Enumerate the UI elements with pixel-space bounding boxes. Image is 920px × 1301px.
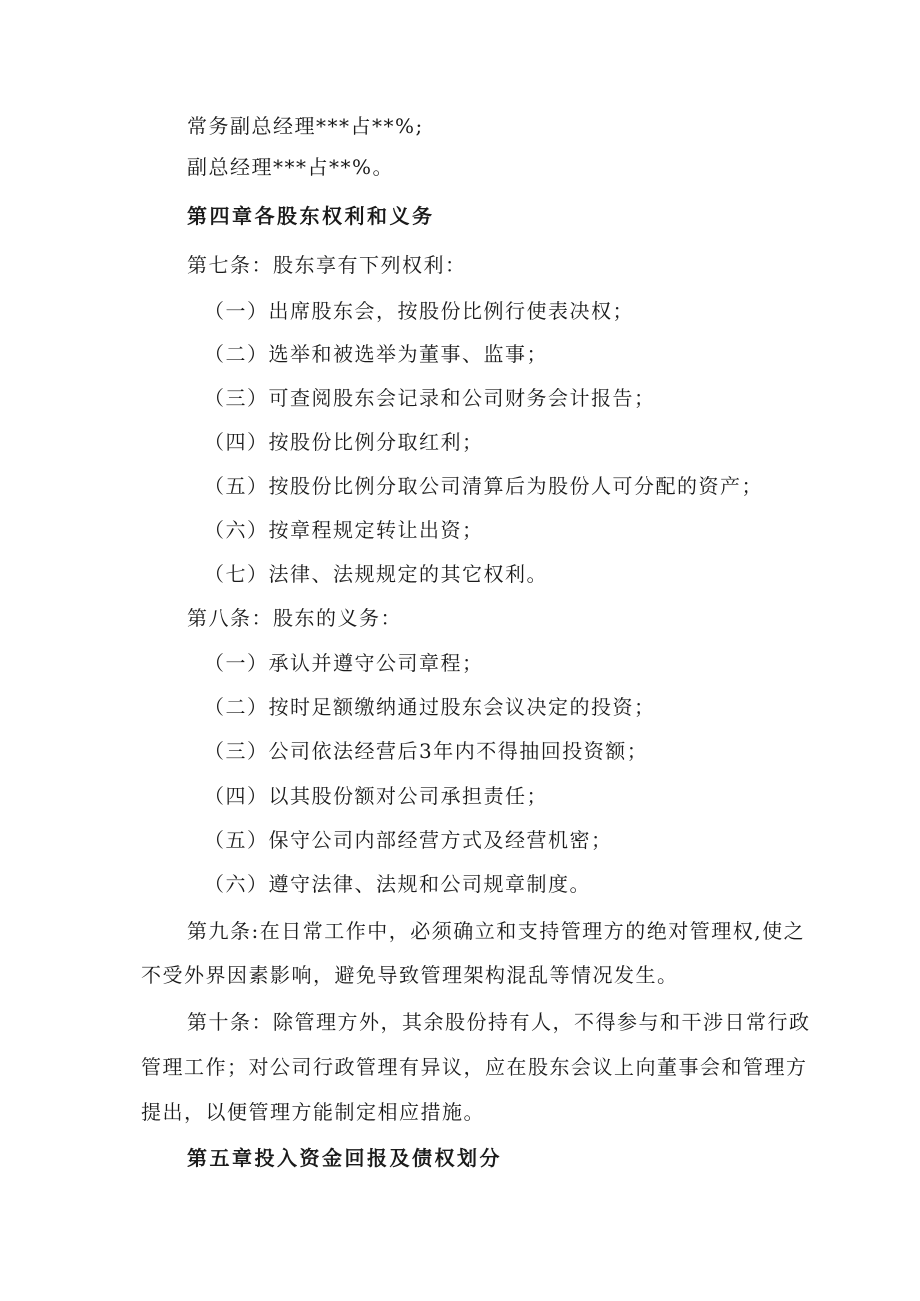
- article-8-item-5: （五）保守公司内部经营方式及经营机密；: [204, 828, 613, 852]
- article-7-item-3: （三）可查阅股东会记录和公司财务会计报告；: [204, 386, 656, 410]
- article-8-item-1: （一）承认并遵守公司章程；: [204, 651, 484, 675]
- article-7-item-1: （一）出席股东会，按股份比例行使表决权；: [204, 299, 634, 323]
- article-10-line-1: 第十条：除管理方外，其余股份持有人，不得参与和干涉日常行政: [187, 1010, 811, 1034]
- article-7-item-2: （二）选举和被选举为董事、监事；: [204, 342, 548, 366]
- article-10-line-3: 提出，以便管理方能制定相应措施。: [141, 1100, 485, 1124]
- article-10-line-2: 管理工作；对公司行政管理有异议，应在股东会议上向董事会和管理方: [141, 1055, 808, 1079]
- article-7-item-5: （五）按股份比例分取公司清算后为股份人可分配的资产；: [204, 474, 763, 498]
- chapter-4-heading: 第四章各股东权利和义务: [187, 204, 435, 228]
- article-8-item-3: （三）公司依法经营后3年内不得抽回投资额；: [204, 739, 649, 763]
- article-9-line-2: 不受外界因素影响，避免导致管理架构混乱等情况发生。: [141, 963, 679, 987]
- article-8-item-4: （四）以其股份额对公司承担责任；: [204, 784, 548, 808]
- article-9-line-1: 第九条:在日常工作中，必须确立和支持管理方的绝对管理权,使之: [187, 919, 806, 943]
- article-7-item-4: （四）按股份比例分取红利；: [204, 430, 484, 454]
- text-line-vp: 副总经理***占**%。: [187, 155, 395, 179]
- article-7-item-7: （七）法律、法规规定的其它权利。: [204, 562, 548, 586]
- article-8-item-2: （二）按时足额缴纳通过股东会议决定的投资；: [204, 695, 656, 719]
- article-7-item-6: （六）按章程规定转让出资；: [204, 518, 484, 542]
- chapter-5-heading: 第五章投入资金回报及债权划分: [187, 1146, 502, 1170]
- article-8-item-6: （六）遵守法律、法规和公司规章制度。: [204, 872, 591, 896]
- article-7-title: 第七条：股东享有下列权利：: [187, 253, 467, 277]
- article-8-title: 第八条：股东的义务：: [187, 606, 402, 630]
- text-line-executive-vp: 常务副总经理***占**%;: [187, 114, 424, 138]
